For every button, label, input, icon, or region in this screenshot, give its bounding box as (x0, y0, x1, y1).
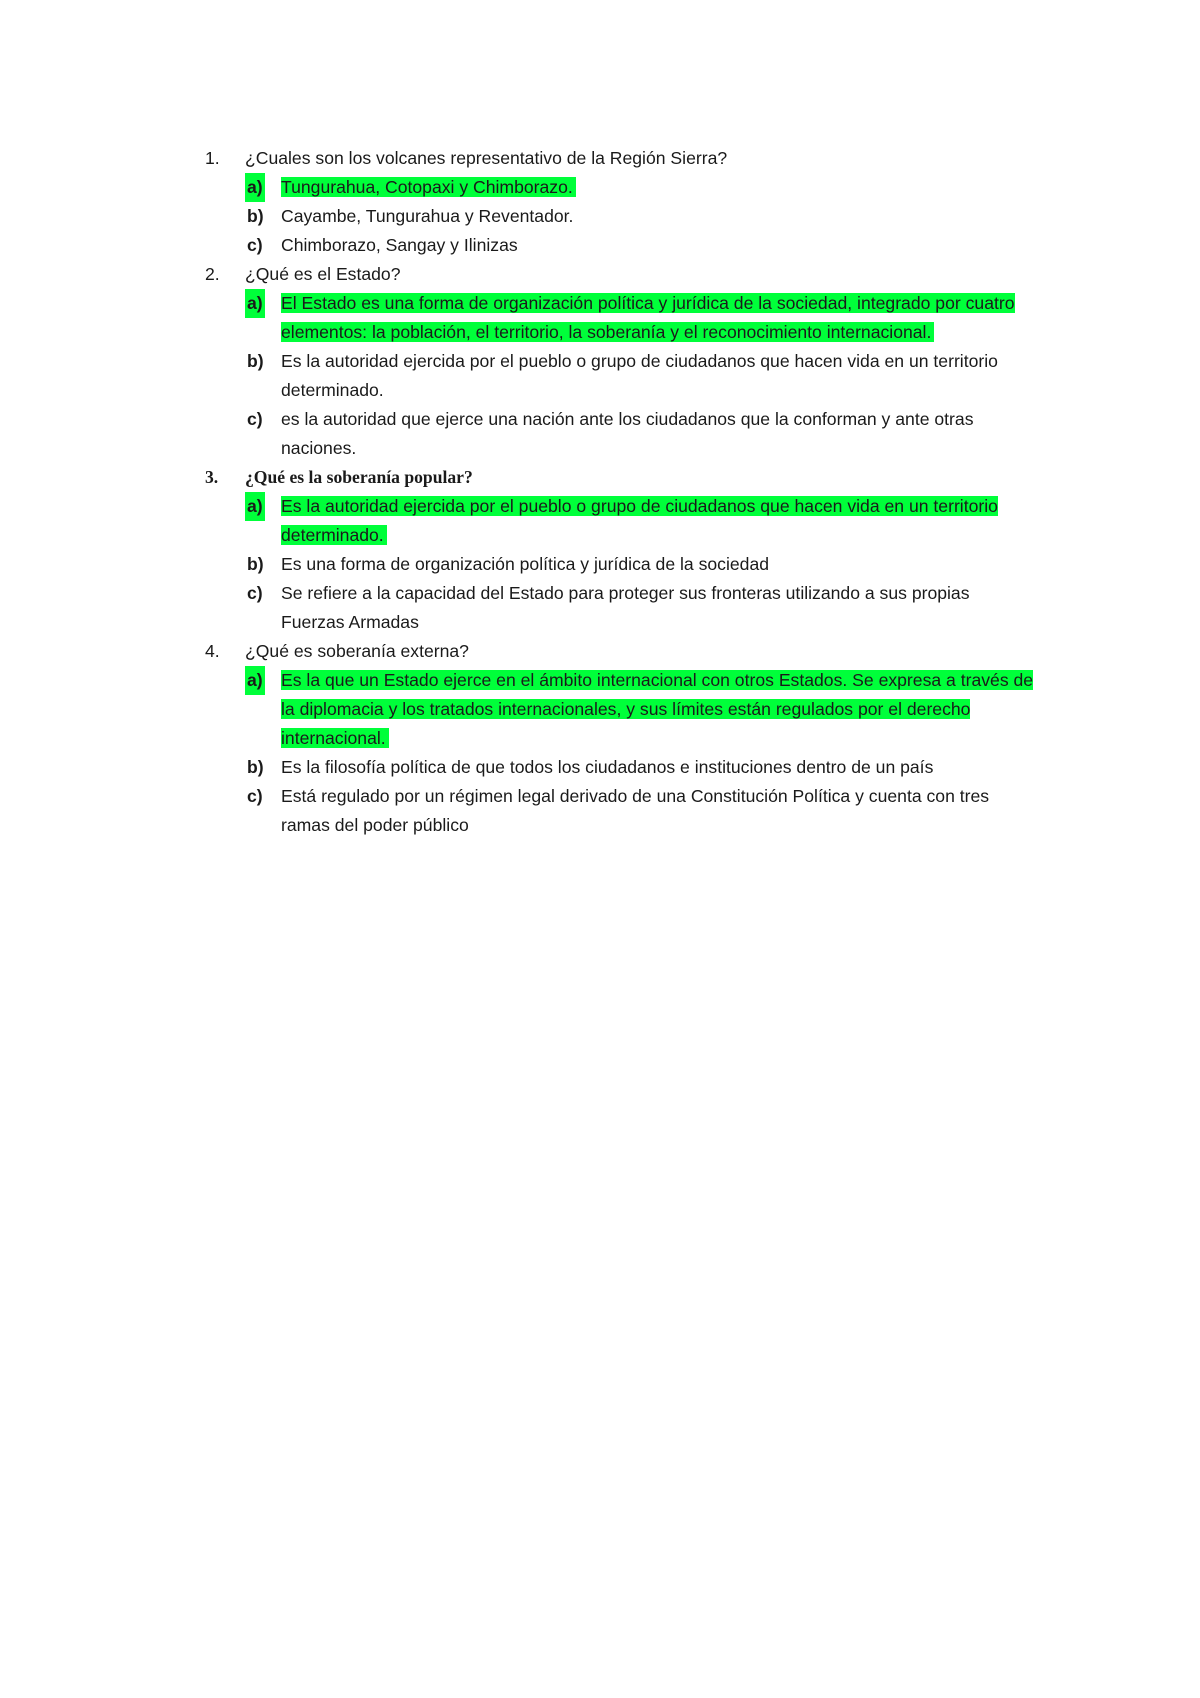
option-letter: a) (245, 289, 265, 318)
option-text: Es la filosofía política de que todos los ciudadanos e instituciones dentro de un país (281, 757, 934, 777)
question-4-option-a (205, 666, 1035, 753)
question-3-option-b (205, 550, 1035, 579)
question-3 (205, 463, 1035, 492)
question-text: ¿Qué es el Estado? (245, 264, 401, 284)
question-3-option-a (205, 492, 1035, 550)
question-2 (205, 260, 1035, 289)
question-4-option-c (205, 782, 1035, 840)
question-number: 4. (205, 641, 220, 661)
question-4-option-b (205, 753, 1035, 782)
option-text-highlighted: Es la autoridad ejercida por el pueblo o grupo de ciudadanos que hacen vida en un territorio determinado. (281, 496, 998, 545)
option-letter: b) (247, 206, 264, 226)
option-text: Es la autoridad ejercida por el pueblo o grupo de ciudadanos que hacen vida en un territorio determinado. (281, 351, 998, 400)
question-3-option-c (205, 579, 1035, 637)
option-text-highlighted: Tungurahua, Cotopaxi y Chimborazo. (281, 177, 576, 197)
option-letter: c) (247, 786, 263, 806)
question-number: 3. (205, 467, 219, 487)
option-text: es la autoridad que ejerce una nación ante los ciudadanos que la conforman y ante otras naciones. (281, 409, 974, 458)
question-1-option-c (205, 231, 1035, 260)
question-number: 1. (205, 148, 220, 168)
option-text: Es una forma de organización política y jurídica de la sociedad (281, 554, 770, 574)
question-text: ¿Cuales son los volcanes representativo de la Región Sierra? (245, 148, 728, 168)
question-2-option-a (205, 289, 1035, 347)
quiz-list (205, 144, 1035, 840)
option-letter: c) (247, 235, 263, 255)
option-letter: b) (247, 351, 264, 371)
option-letter: a) (245, 666, 265, 695)
option-text: Se refiere a la capacidad del Estado para proteger sus fronteras utilizando a sus propias Fuerzas Armadas (281, 583, 970, 632)
question-1 (205, 144, 1035, 173)
option-letter: a) (245, 173, 265, 202)
option-text-highlighted: Es la que un Estado ejerce en el ámbito internacional con otros Estados. Se expresa a través de la diplomacia y los tratados internacionales, y sus límites están regulados por el derecho internacional. (281, 670, 1034, 748)
question-4 (205, 637, 1035, 666)
option-letter: b) (247, 554, 264, 574)
question-2-option-b (205, 347, 1035, 405)
option-letter: a) (245, 492, 265, 521)
question-text: ¿Qué es soberanía externa? (245, 641, 469, 661)
option-text: Cayambe, Tungurahua y Reventador. (281, 206, 574, 226)
option-letter: c) (247, 583, 263, 603)
option-text-highlighted: El Estado es una forma de organización política y jurídica de la sociedad, integrado por cuatro elementos: la población, el territorio, la soberanía y el reconocimiento internacional. (281, 293, 1015, 342)
option-text: Está regulado por un régimen legal derivado de una Constitución Política y cuenta con tres ramas del poder público (281, 786, 990, 835)
option-letter: b) (247, 757, 264, 777)
question-1-option-a (205, 173, 1035, 202)
question-1-option-b (205, 202, 1035, 231)
question-number: 2. (205, 264, 220, 284)
option-text: Chimborazo, Sangay y Ilinizas (281, 235, 518, 255)
question-2-option-c (205, 405, 1035, 463)
option-letter: c) (247, 409, 263, 429)
question-text: ¿Qué es la soberanía popular? (245, 467, 473, 487)
